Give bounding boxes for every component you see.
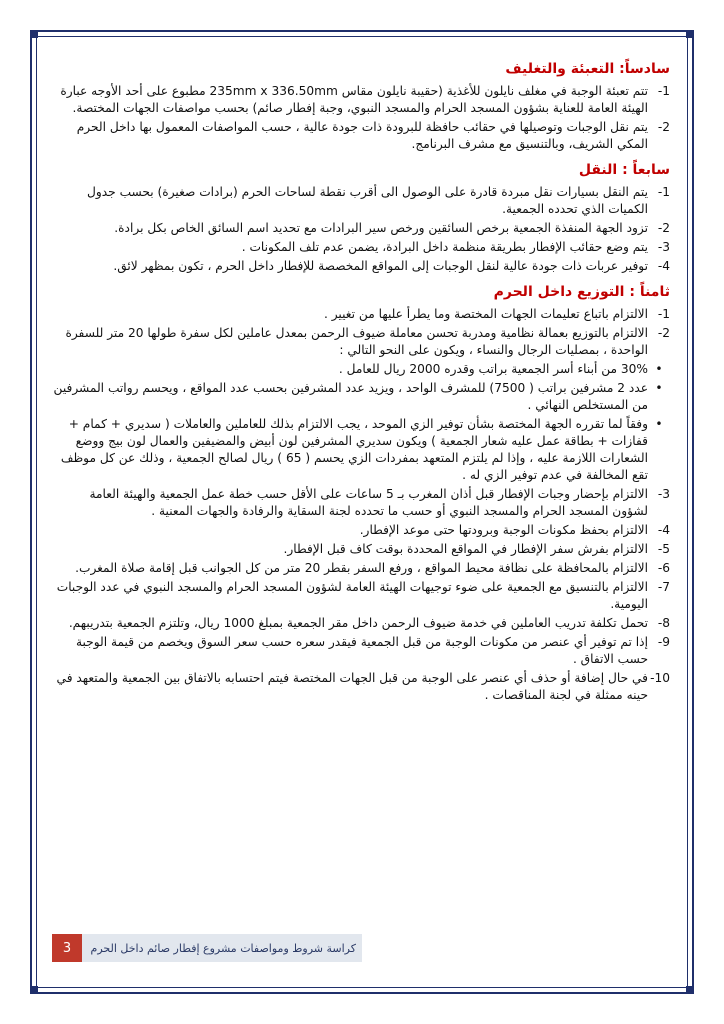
item-text: يتم وضع حقائب الإفطار بطريقة منظمة داخل البرادة، يضمن عدم تلف المكونات . — [241, 240, 648, 254]
item-text: توفير عربات ذات جودة عالية لنقل الوجبات إلى المواقع المخصصة للإفطار داخل الحرم ، تكون بمظهر لائق. — [113, 259, 648, 273]
item-text: الالتزام بالمحافظة على نظافة محيط المواقع ، ورفع السفر بقطر 20 متر من كل الجوانب قبل إقامة صلاة المغرب. — [75, 561, 648, 575]
bullet-icon: • — [655, 381, 663, 395]
item-number: 4- — [657, 259, 670, 273]
item-number: 8- — [657, 616, 670, 630]
item-number: 7- — [657, 580, 670, 594]
item-text: يتم النقل بسيارات نقل مبردة قادرة على الوصول الى أقرب نقطة لساحات الحرم (برادات صغيرة) بحسب جدول الكميات الذي تحدده الجمعية. — [87, 185, 648, 216]
item-text: في حال إضافة أو حذف أي عنصر على الوجبة من قبل الجهات المختصة فيتم احتسابه بالاتفاق بين الجمعية والمتعهد في حينه ممثلة في لجنة المناقصات . — [56, 671, 648, 702]
item-text: وفقاً لما تقرره الجهة المختصة بشأن توفير الزي الموحد ، يجب الالتزام بذلك للعاملين والعاملات ( سديري + كمام + قفازات + بطاقة عمل عليه شعار الجمعية ) ويكون سديري المشرفين لون أبيض والمضيفين والعمال لون بيج ووضع الشعارات اللازمة عليه ، وإذا لم يلتزم المتعهد بمفردات الزي يحسم ( 65 ) ريال لصالح الجمعية ، وذلك عن كل موظف تقع المخالفة في عدم توفير الزي له . — [60, 417, 648, 482]
document-body — [52, 52, 670, 706]
list-item — [52, 239, 670, 256]
item-number: 3- — [657, 487, 670, 501]
item-text: الالتزام بالتنسيق مع الجمعية على ضوء توجيهات الهيئة العامة لشؤون المسجد الحرام والمسجد النبوي في عدد الوجبات اليومية. — [56, 580, 648, 611]
section-heading: ثامناً : التوزيع داخل الحرم — [493, 284, 670, 300]
item-number: 5- — [657, 542, 670, 556]
item-number: 9- — [657, 635, 670, 649]
corner-ornament — [30, 986, 38, 994]
item-text: تتم تعبئة الوجبة في مغلف نايلون للأغذية (حقيبة نايلون مقاس 235mm x 336.50mm مطبوع على أحد الأوجه عبارة الهيئة العامة للعناية بشؤون المسجد الحرام والمسجد النبوي، وجبة إفطار صائم) بحسب مواصفات الجهات المختصة. — [60, 84, 648, 115]
list-item — [52, 670, 670, 704]
list-item — [52, 325, 670, 359]
bullet-item — [52, 380, 670, 414]
list-item — [52, 83, 670, 117]
list-item — [52, 579, 670, 613]
list-item — [52, 184, 670, 218]
item-text: الالتزام بإحضار وجبات الإفطار قبل أذان المغرب بـ 5 ساعات على الأقل حسب خطة عمل الجمعية والهيئة العامة لشؤون المسجد الحرام والمسجد النبوي أو حسب ما تحدده لجنة السقاية والرفادة والجهات المعنية . — [89, 487, 648, 518]
list-item — [52, 560, 670, 577]
list-item — [52, 634, 670, 668]
footer-title: كراسة شروط ومواصفات مشروع إفطار صائم داخل الحرم — [82, 934, 362, 962]
bullet-icon: • — [655, 362, 663, 376]
item-text: تزود الجهة المنفذة الجمعية برخص السائقين ورخص سير البرادات مع تحديد اسم السائق الخاص بكل برادة. — [114, 221, 648, 235]
item-text: الالتزام باتباع تعليمات الجهات المختصة وما يطرأ عليها من تغيير . — [323, 307, 648, 321]
item-number: 2- — [657, 221, 670, 235]
item-number: 4- — [657, 523, 670, 537]
bullet-item — [52, 416, 670, 484]
list-item — [52, 220, 670, 237]
page-number: 3 — [52, 934, 82, 962]
item-number: 10- — [650, 671, 670, 685]
list-item — [52, 258, 670, 275]
bullet-icon: • — [655, 417, 663, 431]
item-text: تحمل تكلفة تدريب العاملين في خدمة ضيوف الرحمن داخل مقر الجمعية بمبلغ 1000 ريال، وتلتزم الجمعية بتدريبهم. — [68, 616, 648, 630]
item-number: 3- — [657, 240, 670, 254]
item-number: 1- — [657, 307, 670, 321]
item-number: 1- — [657, 185, 670, 199]
list-item — [52, 119, 670, 153]
item-text: عدد 2 مشرفين براتب ( 7500) للمشرف الواحد ، ويزيد عدد المشرفين بحسب عدد المواقع ، ويحسم رواتب المشرفين من المستخلص النهائي . — [53, 381, 648, 412]
section-heading: سادساً: التعبئة والتغليف — [505, 61, 670, 77]
item-text: الالتزام بحفظ مكونات الوجبة وبرودتها حتى موعد الإفطار. — [359, 523, 648, 537]
section-list — [52, 306, 670, 704]
section-list — [52, 83, 670, 153]
item-number: 2- — [657, 120, 670, 134]
page-footer — [52, 934, 362, 962]
list-item — [52, 486, 670, 520]
item-number: 2- — [657, 326, 670, 340]
section-heading: سابعاً : النقل — [578, 162, 670, 178]
bullet-item — [52, 361, 670, 378]
item-text: يتم نقل الوجبات وتوصيلها في حقائب حافظة للبرودة ذات جودة عالية ، حسب المواصفات المعمول بها داخل الحرم المكي الشريف، وبالتنسيق مع مشرف البرنامج. — [76, 120, 648, 151]
item-text: 30% من أبناء أسر الجمعية براتب وقدره 2000 ريال للعامل . — [338, 362, 648, 376]
item-text: الالتزام بفرش سفر الإفطار في المواقع المحددة بوقت كاف قبل الإفطار. — [283, 542, 648, 556]
item-number: 1- — [657, 84, 670, 98]
corner-ornament — [686, 30, 694, 38]
list-item — [52, 615, 670, 632]
list-item — [52, 541, 670, 558]
corner-ornament — [30, 30, 38, 38]
list-item — [52, 522, 670, 539]
item-text: إذا تم توفير أي عنصر من مكونات الوجبة من قبل الجمعية فيقدر سعره حسب سعر السوق ويخصم من قيمة الوجبة حسب الاتفاق . — [75, 635, 648, 666]
item-text: الالتزام بالتوزيع بعمالة نظامية ومدربة تحسن معاملة ضيوف الرحمن بمعدل عاملين لكل سفرة طولها 20 متر للسفرة الواحدة ، بمصليات الرجال والنساء ، ويكون على النحو التالي : — [65, 326, 648, 357]
corner-ornament — [686, 986, 694, 994]
section-list — [52, 184, 670, 275]
item-number: 6- — [657, 561, 670, 575]
list-item — [52, 306, 670, 323]
